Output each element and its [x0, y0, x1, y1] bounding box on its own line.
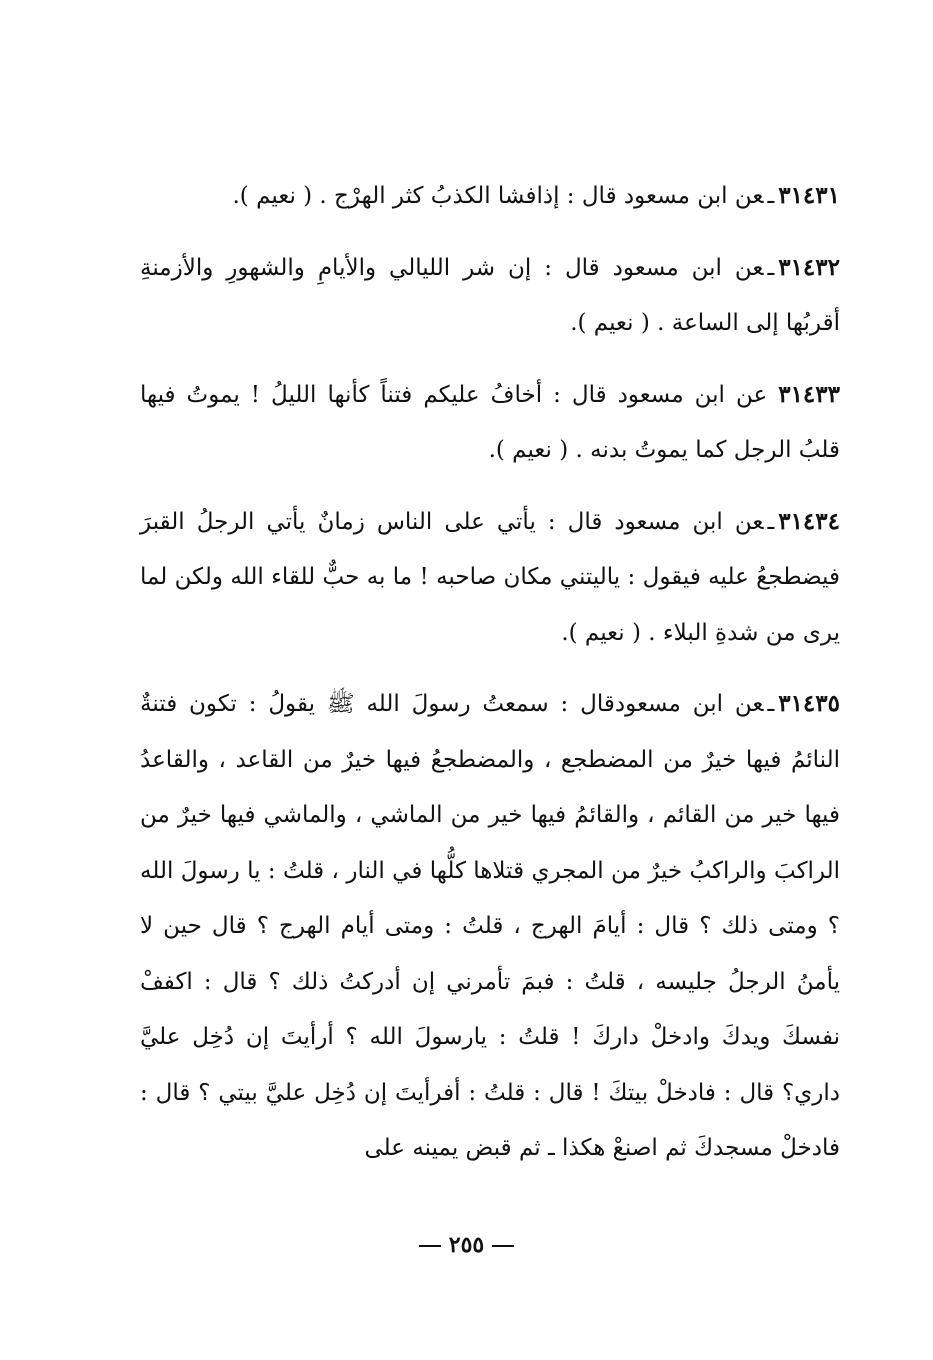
hadith-entry — [140, 494, 840, 662]
page-number-footer — [0, 1232, 933, 1258]
hadith-text-block — [140, 168, 840, 1192]
hadith-entry — [140, 240, 840, 352]
hadith-dash: ـ — [767, 254, 775, 281]
hadith-number: ٣١٤٣٢ — [778, 253, 840, 281]
hadith-text: عن ابن مسعودقال : سمعتُ رسولَ الله ﷺ يقولُ : تكون فتنةٌ النائمُ فيها خيرٌ من المضطجع ، والمضطجعُ فيها خيرٌ من القاعد ، والقاعدُ فيها خير من القائم ، والقائمُ فيها خير من الماشي ، والماشي فيها خيرٌ من الراكبَ والراكبُ خيرٌ من المجري قتلاها كلُّها في النار ، قلتُ : يا رسولَ الله ؟ ومتى ذلك ؟ قال : أيامَ الهرج ، قلتُ : ومتى أيام الهرج ؟ قال حين لا يأمنُ الرجلُ جليسه ، قلتُ : فبمَ تأمرني إن أدركتُ ذلك ؟ قال : اكففْ نفسكَ ويدكَ وادخلْ داركَ ! قلتُ : يارسولَ الله ؟ أرأيتَ إن دُخِل عليَّ داري؟ قال : فادخلْ بيتكَ ! قال : قلتُ : أفرأيتَ إن دُخِل عليَّ بيتي ؟ قال : فادخلْ مسجدكَ ثم اصنعْ هكذا ـ ثم قبض يمينه على — [140, 691, 840, 1161]
hadith-text: عن ابن مسعود قال : أخافُ عليكم فتناً كأنها الليلُ ! يموتُ فيها قلبُ الرجل كما يموتُ بدنه . ( نعيم ). — [140, 381, 840, 463]
hadith-entry — [140, 367, 840, 479]
hadith-entry — [140, 168, 840, 225]
footer-rule-right — [492, 1245, 514, 1247]
hadith-number: ٣١٤٣١ — [778, 182, 840, 209]
hadith-dash: ـ — [767, 508, 775, 535]
page-number: ٢٥٥ — [448, 1232, 485, 1258]
hadith-text: عن ابن مسعود قال : إن شر الليالي والأيامِ والشهورِ والأزمنةِ أقربُها إلى الساعة . ( نعيم ). — [140, 254, 840, 336]
hadith-dash: ـ — [767, 691, 775, 717]
hadith-text: عن ابن مسعود قال : إذافشا الكذبُ كثر الهرْج . ( نعيم ). — [232, 183, 764, 209]
hadith-dash: ـ — [767, 183, 775, 209]
hadith-number: ٣١٤٣٣ — [778, 380, 840, 408]
hadith-number: ٣١٤٣٤ — [778, 507, 840, 535]
hadith-text: عن ابن مسعود قال : يأتي على الناس زمانٌ يأتي الرجلُ القبرَ فيضطجعُ عليه فيقول : ياليتني مكان صاحبه ! ما به حبٌّ للقاء الله ولكن لما يرى من شدةِ البلاء . ( نعيم ). — [140, 508, 840, 646]
hadith-entry — [140, 676, 840, 1177]
footer-rule-left — [419, 1245, 441, 1247]
hadith-number: ٣١٤٣٥ — [778, 690, 840, 717]
